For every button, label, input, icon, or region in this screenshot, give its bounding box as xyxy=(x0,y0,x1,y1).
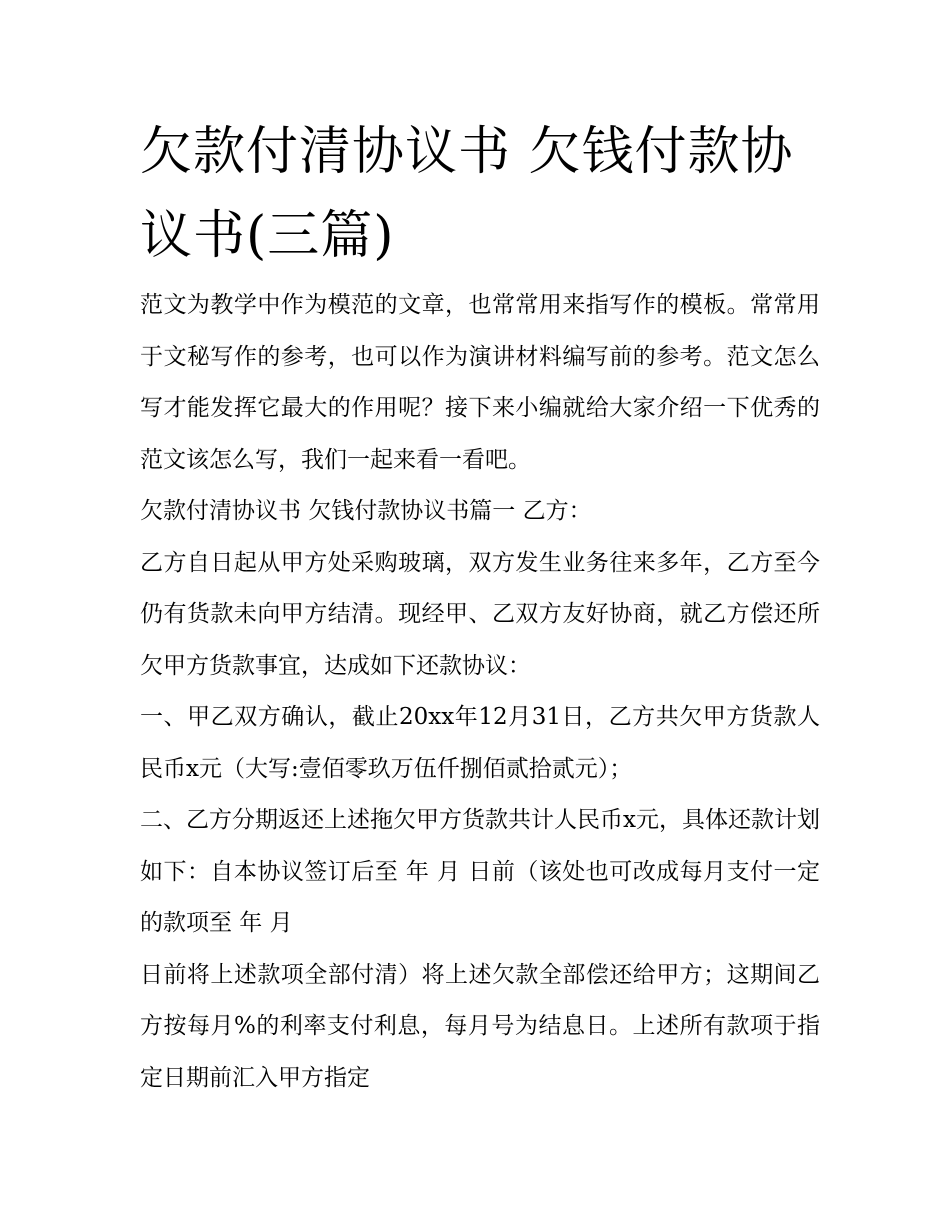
clause-two-paragraph: 二、乙方分期返还上述拖欠甲方货款共计人民币x元，具体还款计划如下：自本协议签订后至 年 月 日前（该处也可改成每月支付一定的款项至 年 月 xyxy=(140,807,820,936)
background-paragraph: 乙方自日起从甲方处采购玻璃，双方发生业务往来多年，乙方至今仍有货款未向甲方结清。现经甲、乙双方友好协商，就乙方偿还所欠甲方货款事宜，达成如下还款协议： xyxy=(140,549,820,679)
section-heading: 欠款付清协议书 欠钱付款协议书篇一 乙方： xyxy=(140,498,592,524)
clause-two-continued-paragraph: 日前将上述款项全部付清）将上述欠款全部偿还给甲方；这期间乙方按每月%的利率支付利息，每月号为结息日。上述所有款项于指定日期前汇入甲方指定 xyxy=(140,961,820,1091)
document-body xyxy=(140,280,820,1104)
intro-paragraph: 范文为教学中作为模范的文章，也常常用来指写作的模板。常常用于文秘写作的参考，也可以作为演讲材料编写前的参考。范文怎么写才能发挥它最大的作用呢？接下来小编就给大家介绍一下优秀的范文该怎么写，我们一起来看一看吧。 xyxy=(140,292,820,473)
document-title: 欠款付清协议书 欠钱付款协议书(三篇) xyxy=(140,122,794,266)
clause-one-paragraph: 一、甲乙双方确认，截止20xx年12月31日，乙方共欠甲方货款人民币x元（大写:壹佰零玖万伍仟捌佰贰拾贰元）； xyxy=(140,704,820,782)
